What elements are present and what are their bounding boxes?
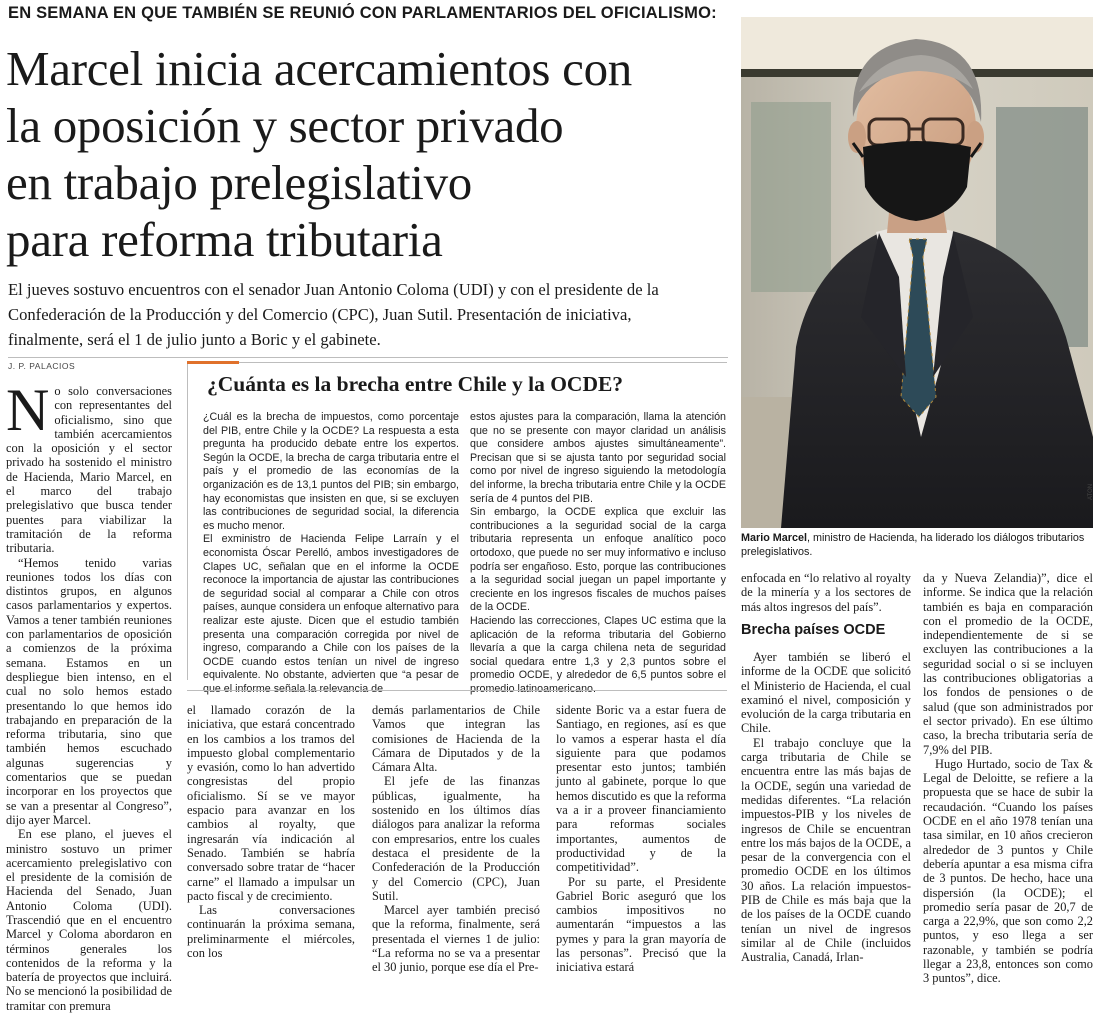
box-paragraph: El exministro de Hacienda Felipe Larraín y el economista Óscar Perelló, ambos investigadores de Clapes UC, señalan que en el informe la OCDE reconoce la importancia de ajustar las contribuciones de seguridad social al comparar a Chile con otros países, aunque considera un enfoque alternativo para realizar este ajuste. Dicen que el estudio también presenta una comparación corregida por nivel de ingreso, comparando a Chile con los países de la OCDE cuando estos tenían un nivel de ingreso equivalente. No obstante, advierten que “a pesar de que el informe señala la relevancia de [203,533,459,695]
caption-name: Mario Marcel [741,532,808,544]
paragraph-text: o solo conversaciones con representantes del oficialismo, sino que también acercamientos con la oposición y el sector privado ha sostenido el ministro de Hacienda, Mario Marcel, en el marco del trabajo prelegislativo que busca tender puentes para viabilizar la tramitación de la reforma tributaria. [6,384,172,556]
paragraph: Por su parte, el Presidente Gabriel Boric aseguró que los cambios impositivos no aumentarán “impuestos a las pymes y para la gran mayoría de las personas”. Precisó que la iniciativa estará [556,874,726,975]
paragraph: Las conversaciones continuarán la próxima semana, preliminarmente el miércoles, con los [187,903,355,961]
dropcap: N [6,377,50,443]
paragraph [6,377,172,556]
photo-caption [741,531,1093,559]
headline-line: para reforma tributaria [6,212,443,267]
box-bottom-rule [187,690,727,691]
article-column-1 [6,377,172,1013]
byline: J. P. PALACIOS [8,361,76,371]
paragraph: da y Nueva Zelandia)”, dice el informe. Se indica que la relación también es baja en comparación con el promedio de la OCDE, independientemente de si se excluyen las contribuciones a la seguridad social o si se incluyen las contribuciones obligatorias a los fondos de pensiones o de salud (que son administrados por el sector privado). En ese último caso, la brecha tributaria sería de 7,9% del PIB. [923,571,1093,757]
photo-credit: ATON [1088,483,1094,500]
article-column-5-body [741,650,911,965]
box-paragraph: Haciendo las correcciones, Clapes UC estima que la aplicación de la reforma tributaria del Gobierno llevaría a que la carga chilena neta de seguridad social quedara entre 1,3 y 2,3 puntos sobre el promedio OCDE, y alrededor de 6,5 puntos sobre el promedio latinoamericano. [470,614,726,695]
deck-line: Confederación de la Producción y del Comercio (CPC), Juan Sutil. Presentación de iniciativa, [8,305,632,324]
headline-line: Marcel inicia acercamientos con [6,41,633,96]
paragraph: el llamado corazón de la iniciativa, que estará concentrado en los cambios a los tramos del impuesto global complementario y evasión, como lo han advertido congresistas del propio oficialismo. Sí se ve mayor espacio para avanzar en los cambios al royalty, que ingresarán vía indicación al Senado. También se habría conversado sobre tratar de “hacer carne” el llamado a impulsar un pacto fiscal y de crecimiento. [187,703,355,903]
caption-text: , ministro de Hacienda, ha liderado los diálogos tributarios prelegislativos. [741,532,1085,558]
box-paragraph: Sin embargo, la OCDE explica que excluir las contribuciones a la seguridad social de la carga tributaria representa un enfoque analítico poco ortodoxo, que puede no ser muy informativo e incluso podría ser engañoso. Esto, porque las contribuciones a la seguridad social juegan un papel importante y creciente en los ingresos fiscales de muchos países de la OCDE. [470,506,726,614]
box-top-rule [239,362,727,363]
paragraph: demás parlamentarios de Chile Vamos que integran las comisiones de Hacienda de la Cámara de Diputados y de la Cámara Alta. [372,703,540,775]
deck [8,277,728,352]
paragraph: El jefe de las finanzas públicas, igualmente, ha sostenido en los últimos días diálogos para analizar la reforma con empresarios, entre los cuales destaca el presidente de la Confederación de la Producción y del Comercio (CPC), Juan Sutil. [372,774,540,903]
article-column-2 [187,703,355,960]
box-column-2 [470,411,726,696]
paragraph: Marcel ayer también precisó que la reforma, finalmente, será presentada el viernes 1 de julio: “La reforma no se va a presentar el 30 junio, porque ese día el Pre- [372,903,540,975]
headline [6,40,726,268]
box-paragraph: ¿Cuál es la brecha de impuestos, como porcentaje del PIB, entre Chile y la OCDE? La respuesta a esta pregunta ha producido debate entre los expertos. Según la OCDE, la brecha de carga tributaria entre el país y el promedio de las economías de la organización es de 13,1 puntos del PIB; sin embargo, hay economistas que insisten en que, si se excluyen las contribuciones de seguridad social, la diferencia es mucho menor. [203,411,459,532]
paragraph: El trabajo concluye que la carga tributaria de Chile se encuentra entre las más bajas de la OCDE, según una variedad de medidas diferentes. “La relación impuestos-PIB y los niveles de ingresos de Chile se encuentran entre los más bajos de la OCDE, a pesar de la convergencia con el promedio OCDE en los últimos 30 años. La relación impuestos-PIB de Chile es más baja que la de los países de la OCDE cuando tenían un nivel de ingresos similar al de Chile (incluidos Australia, Canadá, Irlan- [741,735,911,965]
kicker: EN SEMANA EN QUE TAMBIÉN SE REUNIÓ CON PARLAMENTARIOS DEL OFICIALISMO: [8,4,717,22]
photo-mario-marcel [741,17,1093,528]
box-left-rule [187,364,188,680]
box-title: ¿Cuánta es la brecha entre Chile y la OCDE? [207,372,624,396]
article-column-4 [556,703,726,975]
box-accent-bar [187,361,239,364]
paragraph: Ayer también se liberó el informe de la OCDE que solicitó el Ministerio de Hacienda, el cual examinó el nivel, composición y evolución de la carga tributaria en Chile. [741,650,911,736]
deck-line: finalmente, será el 1 de julio junto a Boric y el gabinete. [8,330,381,349]
headline-line: en trabajo prelegislativo [6,155,472,210]
paragraph: En ese plano, el jueves el ministro sostuvo un primer acercamiento prelegislativo con el presidente de la comisión de Hacienda del Senado, Juan Antonio Coloma (UDI). Trascendió que en el encuentro Marcel y Coloma abordaron en términos generales los contenidos de la reforma y la batería de proyectos que incluirá. No se mencionó la posibilidad de tramitar con premura [6,827,172,1013]
paragraph: sidente Boric va a estar fuera de Santiago, en regiones, así es que lo vamos a esperar hasta el día siguiente para que podamos presentar esto juntos; también junto al gabinete, porque lo que hemos discutido es que la reforma va a ir a proveer financiamiento para reformas sociales importantes, aumentos de productividad y de la competitividad”. [556,703,726,875]
headline-line: la oposición y sector privado [6,98,564,153]
deck-line: El jueves sostuvo encuentros con el senador Juan Antonio Coloma (UDI) y con el presidente de la [8,280,659,299]
article-column-5 [741,571,911,614]
subhead-brecha: Brecha países OCDE [741,622,886,638]
photo-illustration [741,17,1093,528]
header-divider [8,357,728,358]
paragraph: “Hemos tenido varias reuniones todos los días con distintos grupos, en algunos casos parlamentarios y expertos. Vamos a tener también reuniones con parlamentarios de oposición a comienzos de la próxima semana. Estamos en un despliegue bien intenso, en el cual no solo hemos estado presentando lo que hemos ido trabajando en preparación de la reforma tributaria, sino que también hemos escuchado algunas sugerencias y comentarios que se puedan incorporar en los proyectos que se van a presentar al Congreso”, dijo ayer Marcel. [6,555,172,827]
box-column-1 [203,411,459,696]
article-column-6 [923,571,1093,986]
paragraph: Hugo Hurtado, socio de Tax & Legal de Deloitte, se refiere a la propuesta que se hace de subir la recaudación. “Cuando los países OCDE en el año 1978 tenían una tasa similar, en 10 años crecieron alrededor de 3 puntos y Chile debería apuntar a esa misma cifra de 3 puntos. De hecho, hace una dispersión (la OCDE); el promedio sería pasar de 20,7 de carga a 22,9%, que son como 2,2 puntos, y eso llega a ser razonable, y también se podría llegar a 23,8, entonces son como 3 puntos”, dice. [923,756,1093,986]
paragraph: enfocada en “lo relativo al royalty de la minería y a los sectores de más altos ingresos del país”. [741,571,911,614]
box-paragraph: estos ajustes para la comparación, llama la atención que no se presente con mayor claridad un análisis que considere ambos ajustes simultáneamente”. Precisan que si se ajusta tanto por seguridad social como por nivel de ingreso siguiendo la metodología del informe, la brecha tributaria entre Chile y la OCDE sería de 4 puntos del PIB. [470,411,726,505]
article-column-3 [372,703,540,975]
